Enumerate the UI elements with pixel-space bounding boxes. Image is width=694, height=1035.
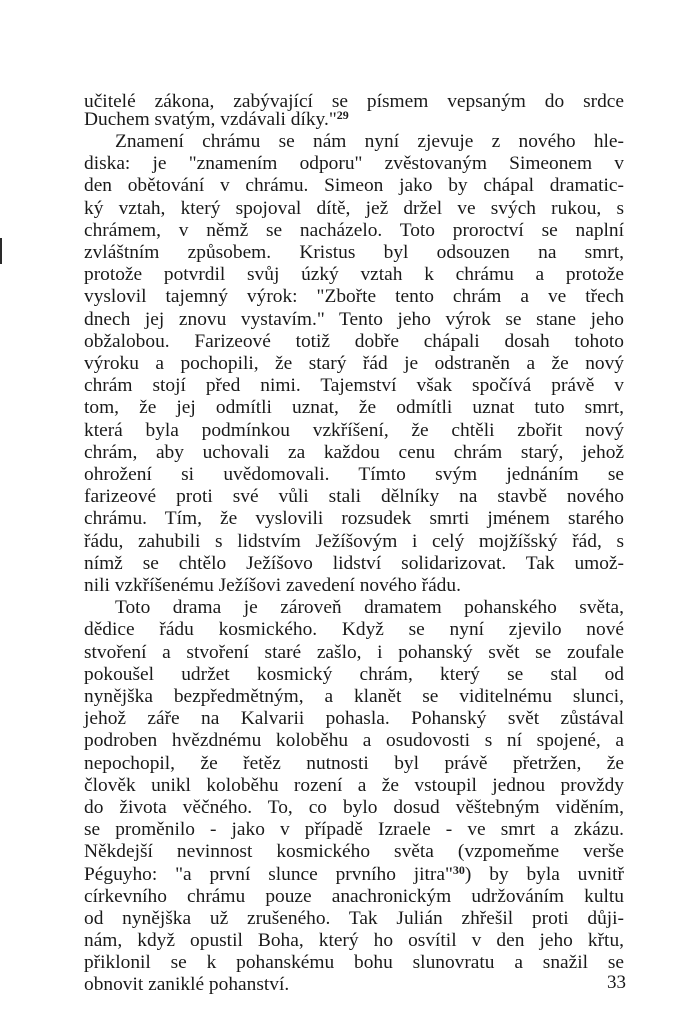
- text-line: Duchem svatým, vzdávali díky."$^{29}$: [84, 108, 349, 130]
- text-line: tom, že jej odmítli uznat, že odmítli uznat tuto smrt,: [84, 397, 624, 418]
- text-line: chrám stojí před nimi. Tajemství však spočívá právě v: [84, 375, 624, 396]
- footnote-ref: 29: [336, 108, 349, 122]
- text-line: Toto drama je zároveň dramatem pohanského světa,: [115, 597, 624, 618]
- text-line: nynějška bezpředmětným, a klanět se viditelnému slunci,: [84, 686, 624, 707]
- text-line: Péguyho: "a první slunce prvního jitra"$^{30}$) by byla uvnitř: [84, 863, 624, 885]
- page-edge-mark: [0, 238, 2, 264]
- text-line: ký vztah, který spojoval dítě, jež držel ve svých rukou, s: [84, 198, 624, 219]
- text-line: přiklonil se k pohanskému bohu slunovratu a snažil se: [84, 952, 624, 973]
- text-line: učitelé zákona, zabývající se písmem vepsaným do srdce: [84, 91, 624, 112]
- text-line: se proměnilo - jako v případě Izraele - ve smrt a zkázu.: [84, 819, 624, 840]
- text-line: nili vzkříšenému Ježíšovi zavedení nového řádu.: [84, 575, 461, 596]
- text-line: od nynějška už zrušeného. Tak Julián zhřešil proti důji-: [84, 908, 624, 929]
- text-line: chrámu. Tím, že vyslovili rozsudek smrti jménem starého: [84, 508, 624, 529]
- text-line: Znamení chrámu se nám nyní zjevuje z nového hle-: [115, 131, 624, 152]
- text-line: výroku a pochopili, že starý řád je odstraněn a že nový: [84, 353, 624, 374]
- text-line: farizeové proti své vůli stali dělníky na stavbě nového: [84, 486, 624, 507]
- text-line: chrám, aby uchovali za každou cenu chrám starý, jehož: [84, 442, 624, 463]
- text-line: Někdejší nevinnost kosmického světa (vzpomeňme verše: [84, 841, 624, 862]
- text-line: církevního chrámu pouze anachronickým udržováním kultu: [84, 886, 624, 907]
- text-line: protože potvrdil svůj úzký vztah k chrámu a protože: [84, 264, 624, 285]
- text-line: řádu, zahubili s lidstvím Ježíšovým i celý mojžíšský řád, s: [84, 531, 624, 552]
- text-line: nímž se chtělo Ježíšovo lidství solidarizovat. Tak umož-: [84, 553, 624, 574]
- text-line: chrámem, v němž se nacházelo. Toto proroctví se naplní: [84, 220, 624, 241]
- text-line: dědice řádu kosmického. Když se nyní zjevilo nové: [84, 619, 624, 640]
- text-line: obžalobou. Farizeové totiž dobře chápali dosah tohoto: [84, 331, 624, 352]
- text-line: ohrožení si uvědomovali. Tímto svým jednáním se: [84, 464, 624, 485]
- text-line: nepochopil, že řetěz nutnosti byl právě přetržen, že: [84, 753, 624, 774]
- text-line: která byla podmínkou vzkříšení, že chtěli zbořit nový: [84, 420, 624, 441]
- text-line: den obětování v chrámu. Simeon jako by chápal dramatic-: [84, 175, 624, 196]
- text-line: jehož záře na Kalvarii pohasla. Pohanský svět zůstával: [84, 708, 624, 729]
- text-line: obnovit zaniklé pohanství.: [84, 974, 290, 995]
- text-line: dnech jej znovu vystavím." Tento jeho výrok se stane jeho: [84, 309, 624, 330]
- text-line: diska: je "znamením odporu" zvěstovaným Simeonem v: [84, 153, 624, 174]
- text-line: vyslovil tajemný výrok: "Zbořte tento chrám a ve třech: [84, 286, 624, 307]
- text-line: člověk unikl koloběhu rození a že vstoupil jednou provždy: [84, 775, 624, 796]
- footnote-ref: 30: [452, 863, 465, 877]
- text-line: do života věčného. To, co bylo dosud věštebným viděním,: [84, 797, 624, 818]
- text-line: nám, když opustil Boha, který ho osvítil v den jeho křtu,: [84, 930, 624, 951]
- text-line: podroben hvězdnému koloběhu a osudovosti s ní spojené, a: [84, 730, 624, 751]
- text-line: zvláštním způsobem. Kristus byl odsouzen na smrt,: [84, 242, 624, 263]
- page-number: 33: [607, 972, 626, 993]
- text-line: pokoušel udržet kosmický chrám, který se stal od: [84, 664, 624, 685]
- text-line: stvoření a stvoření staré zašlo, i pohanský svět se zoufale: [84, 642, 624, 663]
